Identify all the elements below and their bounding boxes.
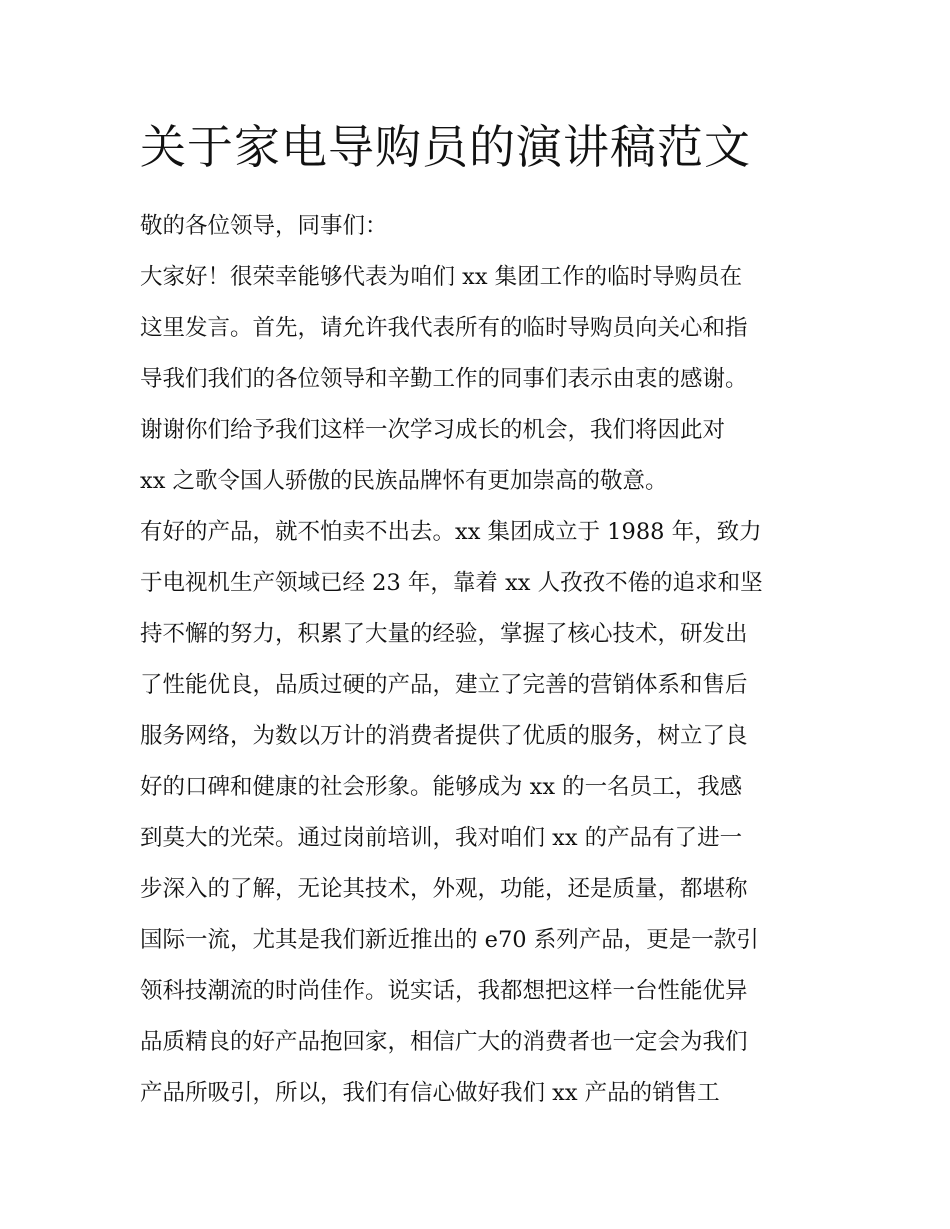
document-body [140, 201, 830, 1119]
text-line: 领科技潮流的时尚佳作。说实话，我都想把这样一台性能优异 [140, 978, 748, 1004]
text-line: 这里发言。首先，请允许我代表所有的临时导购员向关心和指 [140, 315, 748, 341]
text-line: 步深入的了解，无论其技术，外观，功能，还是质量，都堪称 [140, 876, 748, 902]
text-line: 国际一流，尤其是我们新近推出的 e70 系列产品，更是一款引 [140, 927, 759, 953]
text-line: 有好的产品，就不怕卖不出去。xx 集团成立于 1988 年，致力 [140, 519, 762, 545]
text-line: 谢谢你们给予我们这样一次学习成长的机会，我们将因此对 [140, 417, 726, 443]
text-line: 品质精良的好产品抱回家，相信广大的消费者也一定会为我们 [140, 1029, 748, 1055]
text-line: 好的口碑和健康的社会形象。能够成为 xx 的一名员工，我感 [140, 774, 743, 800]
text-line: 服务网络，为数以万计的消费者提供了优质的服务，树立了良 [140, 723, 748, 749]
text-line: 持不懈的努力，积累了大量的经验，掌握了核心技术，研发出 [140, 621, 748, 647]
document-title: 关于家电导购员的演讲稿范文 [140, 120, 751, 174]
text-line: 了性能优良，品质过硬的产品，建立了完善的营销体系和售后 [140, 672, 748, 698]
text-line: 产品所吸引，所以，我们有信心做好我们 xx 产品的销售工 [140, 1080, 720, 1106]
text-line: 大家好！很荣幸能够代表为咱们 xx 集团工作的临时导购员在 [140, 264, 743, 290]
text-line: 导我们我们的各位领导和辛勤工作的同事们表示由衷的感谢。 [140, 366, 748, 392]
text-line: xx 之歌令国人骄傲的民族品牌怀有更加崇高的敬意。 [140, 468, 668, 494]
text-line: 敬的各位领导，同事们： [140, 213, 388, 239]
text-line: 到莫大的光荣。通过岗前培训，我对咱们 xx 的产品有了进一 [140, 825, 743, 851]
text-line: 于电视机生产领域已经 23 年，靠着 xx 人孜孜不倦的追求和坚 [140, 570, 763, 596]
